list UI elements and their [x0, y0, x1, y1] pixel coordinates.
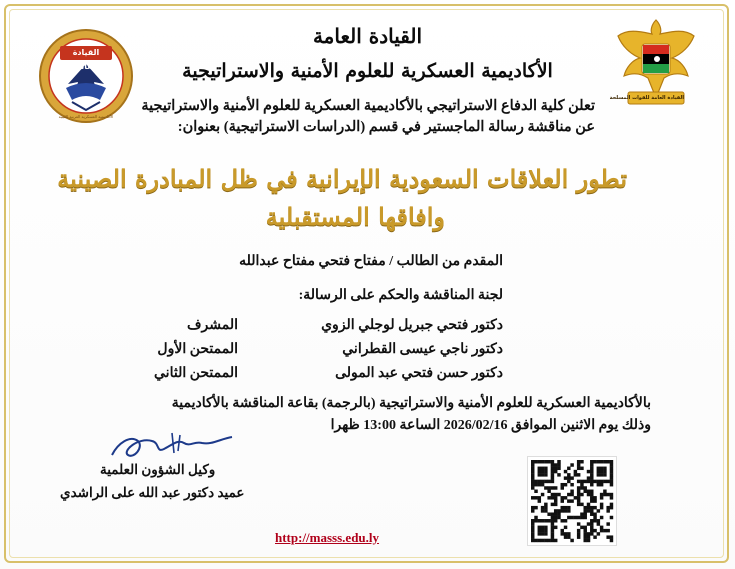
thesis-title-line-1: تطور العلاقات السعودية الإيرانية في ظل المبادرة الصينية [57, 164, 627, 193]
academy-logo-label: القيادة العامة [72, 48, 100, 71]
committee-heading: لجنة المناقشة والحكم على الرسالة: [298, 288, 503, 303]
intro-line-2: عن مناقشة رسالة الماجستير في قسم (الدراسات الاستراتيجية) بعنوان: [177, 119, 595, 135]
committee-member-name: دكتور حسن فتحي عبد المولى [335, 366, 503, 381]
academy-heading: الأكاديمية العسكرية للعلوم الأمنية والاستراتيجية [182, 60, 553, 82]
thesis-title-line-2: وافاقها المستقبلية [265, 202, 445, 231]
website-link[interactable]: http://masss.edu.ly [275, 530, 380, 545]
signatory-name: عميد دكتور عبد الله على الراشدي [60, 485, 245, 500]
signatory-title: وكيل الشؤون العلمية [100, 462, 216, 477]
signature-image [108, 425, 238, 465]
hq-heading: القيادة العامة [312, 24, 423, 48]
qr-code[interactable] [528, 457, 616, 545]
venue-line-1: بالأكاديمية العسكرية للعلوم الأمنية والاستراتيجية (بالرجمة) بقاعة المناقشة بالأكاديمية [171, 396, 651, 411]
committee-member-role: المشرف [187, 318, 238, 333]
eagle-emblem-label: القيادة العامة للقوات المسلحة [609, 95, 684, 101]
presenter-line: المقدم من الطالب / مفتاح فتحي مفتاح عبدالله [239, 254, 503, 269]
committee-member-name: دكتور ناجي عيسى القطراني [342, 342, 503, 357]
committee-member-name: دكتور فتحي جبريل لوجلي الزوي [321, 318, 503, 333]
intro-line-1: تعلن كلية الدفاع الاستراتيجي بالأكاديمية العسكرية للعلوم الأمنية والاستراتيجية [141, 98, 595, 114]
academy-logo-ring-text: الأكاديمية العسكرية العربية الليبية [58, 114, 114, 119]
venue-line-2: وذلك يوم الاثنين الموافق 2026/02/16 الساعة 13:00 ظهرا [330, 418, 651, 433]
committee-member-role: الممتحن الأول [157, 342, 238, 357]
committee-member-role: الممتحن الثاني [154, 366, 238, 381]
